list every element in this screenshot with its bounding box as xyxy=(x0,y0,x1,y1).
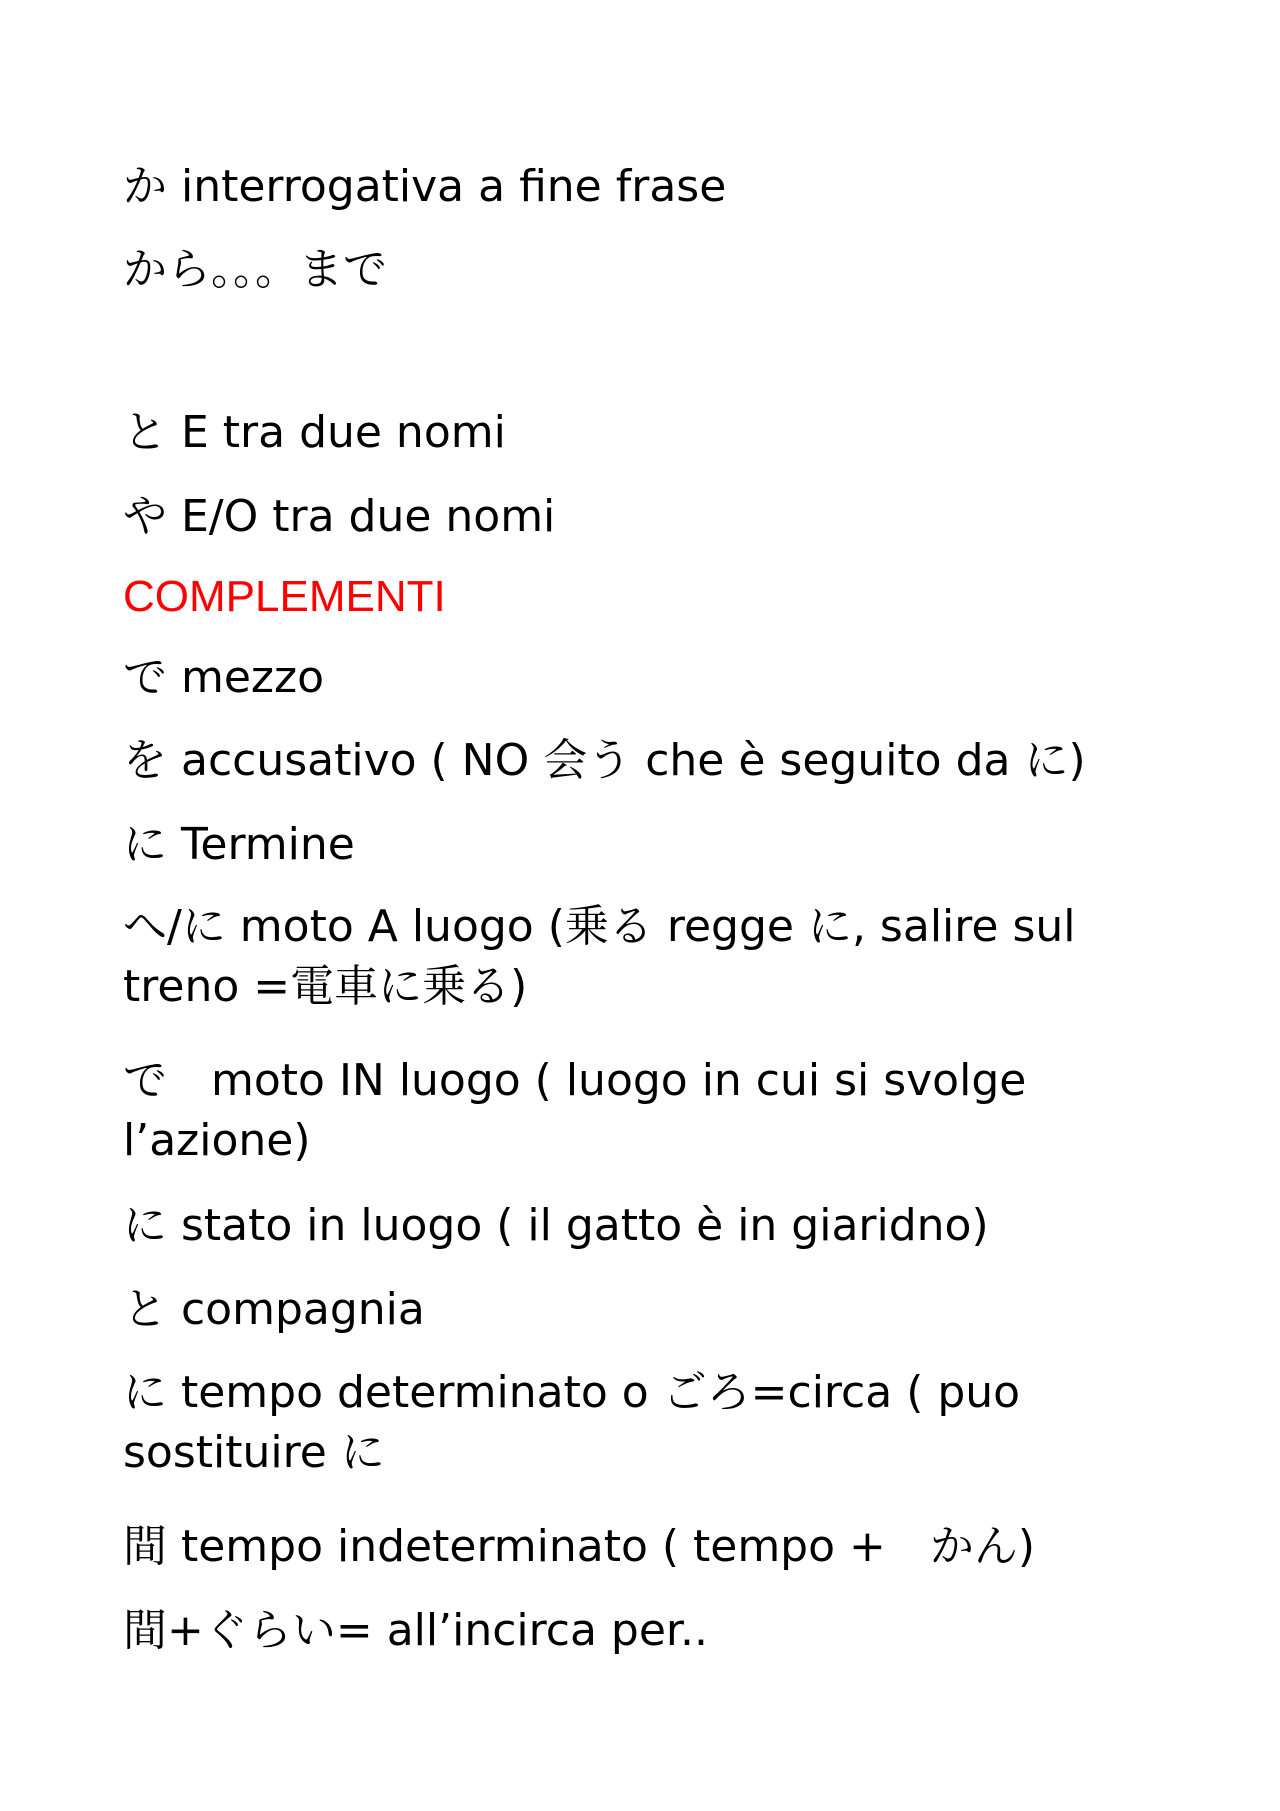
line-aida-tempo-indeterminato: 間 tempo indeterminato ( tempo + かん) xyxy=(123,1521,1036,1572)
line-ni-stato-in-luogo: に stato in luogo ( il gatto è in giaridno) xyxy=(123,1200,989,1251)
line-ka-question: か interrogativa a fine frase xyxy=(123,161,727,212)
line-he-ni-moto-a-luogo: へ/に moto A luogo (乗る regge に, salire sul treno =電車に乗る) xyxy=(123,901,1090,1012)
line-ni-termine: に Termine xyxy=(123,819,355,870)
line-to-compagnia: と compagnia xyxy=(123,1284,425,1335)
line-to-and: と E tra due nomi xyxy=(123,407,506,458)
line-aida-gurai: 間+ぐらい= all’incirca per.. xyxy=(123,1605,708,1656)
line-de-moto-in-luogo: で moto IN luogo ( luogo in cui si svolge l’azione) xyxy=(123,1055,1041,1166)
line-ni-tempo-determinato: に tempo determinato o ごろ=circa ( puo sostituire に xyxy=(123,1367,1035,1478)
line-kara-made: から。。。まで xyxy=(123,244,387,295)
section-heading-complementi: COMPLEMENTI xyxy=(123,572,446,621)
line-ya-andor: や E/O tra due nomi xyxy=(123,491,556,542)
line-de-mezzo: で mezzo xyxy=(123,652,325,703)
line-wo-accusativo: を accusativo ( NO 会う che è seguito da に) xyxy=(123,735,1086,786)
